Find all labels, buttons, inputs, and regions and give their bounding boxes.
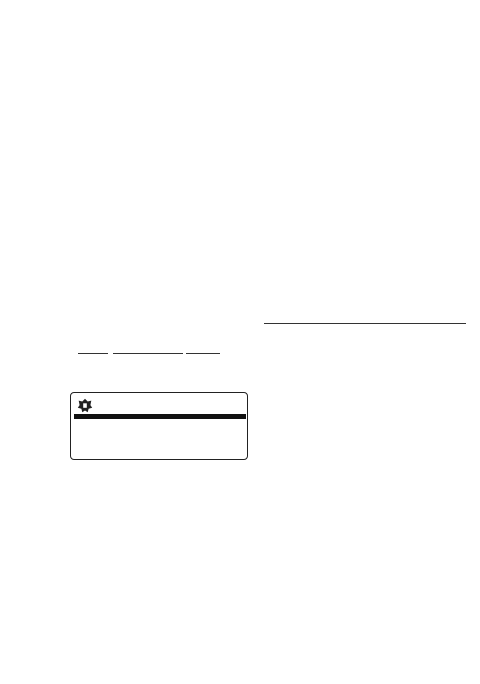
organ-underline [264,323,466,324]
stamp-row [74,452,239,456]
stamp-row [74,439,239,443]
stamp-row [74,426,239,430]
date-year-line [186,353,220,354]
stamp-row [74,421,239,425]
date-day-line [78,353,108,354]
stamp-cert-header [74,414,246,419]
coat-of-arms-icon [76,397,94,415]
date-month-line [113,353,183,354]
e-signature-stamp [70,392,248,460]
